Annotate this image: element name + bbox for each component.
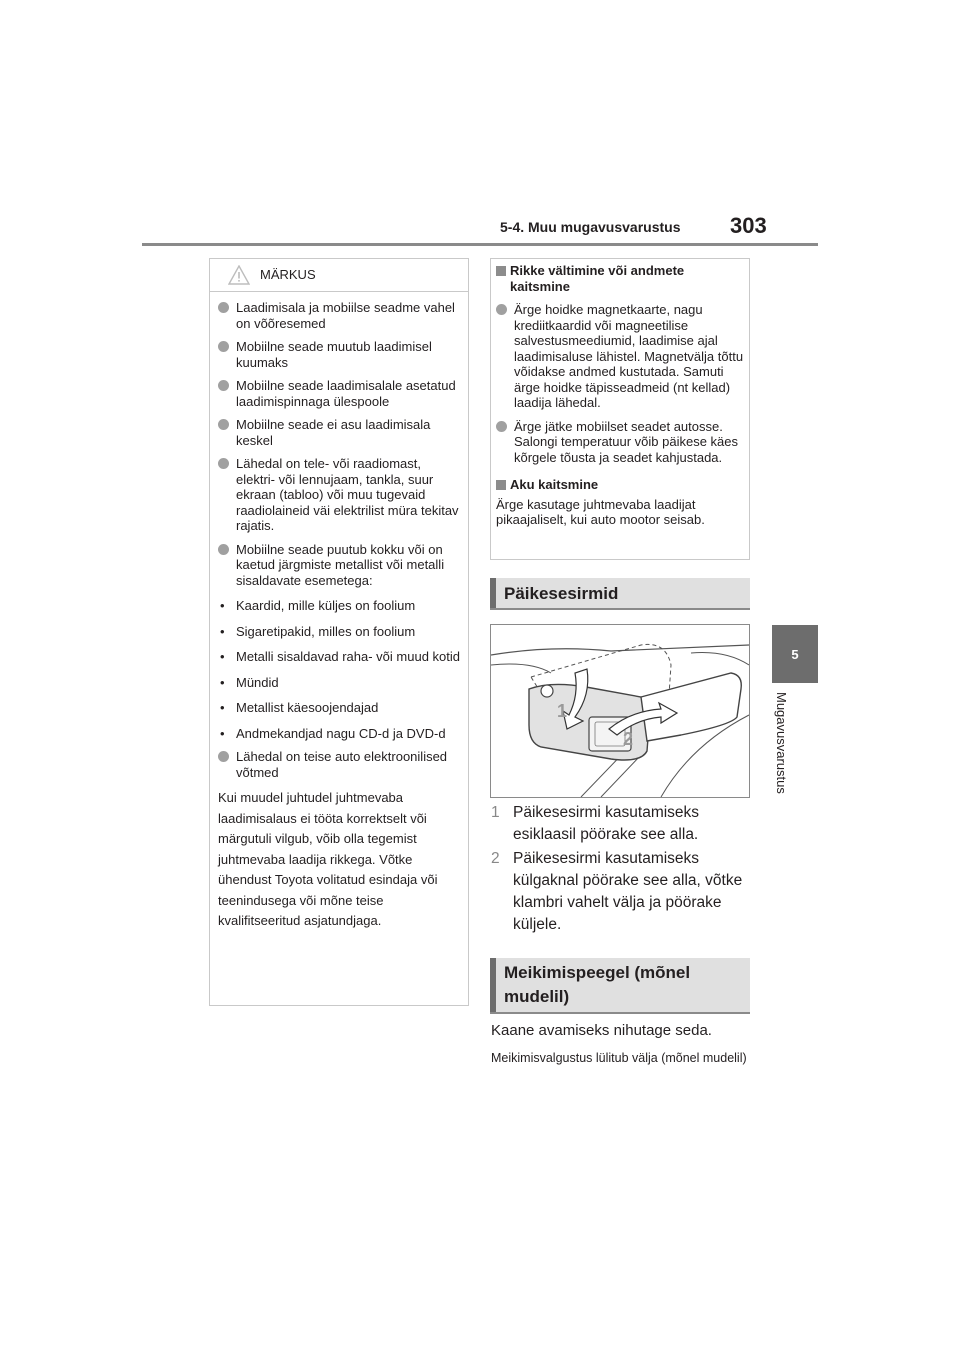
- notice-sub-item: • Andmekandjad nagu CD-d ja DVD-d: [220, 725, 446, 741]
- square-bullet-icon: [496, 266, 506, 276]
- notice-sub-item: • Metallist käesoojendajad: [220, 700, 379, 715]
- caution-item: Ärge jätke mobiilset seadet autosse. Salongi temperatuur võib päikese käes kõrgele tõusta ja seadet kahjustada.: [496, 419, 744, 466]
- sun-visor-illustration: [491, 625, 749, 797]
- caution-heading: Rikke vältimine või andmete kaitsmine: [496, 263, 744, 294]
- chapter-tab: 5: [772, 625, 818, 683]
- bullet-circle-icon: [218, 419, 229, 430]
- square-bullet-icon: [496, 480, 506, 490]
- notice-header: [210, 259, 468, 292]
- notice-item: Laadimisala ja mobiilse seadme vahel on võõresemed: [218, 300, 460, 331]
- caution-item: Ärge hoidke magnetkaarte, nagu krediitkaardid või magneetilise salvestusmeediumid, laadimise ajal laadimisaluse lähistel. Magnetvälja tõttu võidakse andmed kustutada. Samuti ärge hoidke täpisseadmeid (nt kellad) laadija lähedal.: [496, 302, 744, 411]
- figure-label-1: 1: [557, 701, 568, 721]
- bullet-circle-icon: [218, 544, 229, 555]
- bullet-circle-icon: [218, 380, 229, 391]
- page-number: 303: [730, 213, 767, 238]
- notice-paragraph: Kui muudel juhtudel juhtmevaba laadimisalaus ei tööta korrektselt või märgutuli vilgub, võib olla tegemist juhtmevaba laadija rikkega. Võtke ühendust Toyota volitatud esindaja või teenindusega või mõne teise kvalifitseeritud asjatundjaga.: [218, 790, 438, 928]
- bullet-circle-icon: [218, 302, 229, 313]
- figure-label-2: 2: [623, 729, 634, 749]
- bullet-circle-icon: [218, 458, 229, 469]
- sun-visor-figure: [490, 624, 750, 798]
- bullet-circle-icon: [496, 421, 507, 432]
- caution-heading: Aku kaitsmine: [496, 477, 744, 493]
- notice-sub-item: • Metalli sisaldavad raha- või muud kotid: [220, 649, 460, 664]
- vanity-mirror-note: Meikimisvalgustus lülitub välja (mõnel mudelil): [491, 1051, 747, 1065]
- section-title: 5-4. Muu mugavusvarustus: [500, 219, 681, 235]
- notice-item: Lähedal on teise auto elektroonilised võtmed: [218, 749, 460, 780]
- caution-paragraph: Ärge kasutage juhtmevaba laadijat pikaajaliselt, kui auto mootor seisab.: [496, 496, 705, 527]
- notice-item: Mobiilne seade muutub laadimisel kuumaks: [218, 339, 460, 370]
- vanity-mirror-text: Kaane avamiseks nihutage seda.: [491, 1022, 712, 1039]
- chapter-side-text: Mugavusvarustus: [774, 692, 789, 794]
- bullet-circle-icon: [496, 304, 507, 315]
- bullet-circle-icon: [218, 341, 229, 352]
- notice-sub-item: • Kaardid, mille küljes on foolium: [220, 598, 416, 613]
- header-divider: [142, 243, 818, 246]
- warning-triangle-icon: [228, 265, 250, 285]
- notice-item: Mobiilne seade ei asu laadimisala keskel: [218, 417, 460, 448]
- chapter-side-label: [774, 692, 803, 822]
- notice-sub-item: • Sigaretipakid, milles on foolium: [220, 623, 416, 639]
- notice-box: [209, 258, 469, 1006]
- bullet-circle-icon: [218, 751, 229, 762]
- section-heading-sun-visors: Päikesesirmid: [490, 578, 750, 610]
- notice-item: Lähedal on tele- või raadiomast, elektri- või lennujaam, tankla, suur ekraan (tabloo) või muu tugevaid raadiolaineid väi elektrilist müra tekitav rajatis.: [218, 456, 460, 534]
- notice-item: Mobiilne seade laadimisalale asetatud laadimispinnaga ülespoole: [218, 378, 460, 409]
- notice-sub-item: • Mündid: [220, 674, 279, 690]
- notice-title: MÄRKUS: [260, 267, 316, 282]
- notice-item: Mobiilne seade puutub kokku või on kaetud järgmiste metallist või metalli sisaldavate esemetega:: [218, 542, 460, 589]
- caution-box: [490, 258, 750, 560]
- section-heading-vanity-mirror: Meikimispeegel (mõnel mudelil): [490, 958, 750, 1014]
